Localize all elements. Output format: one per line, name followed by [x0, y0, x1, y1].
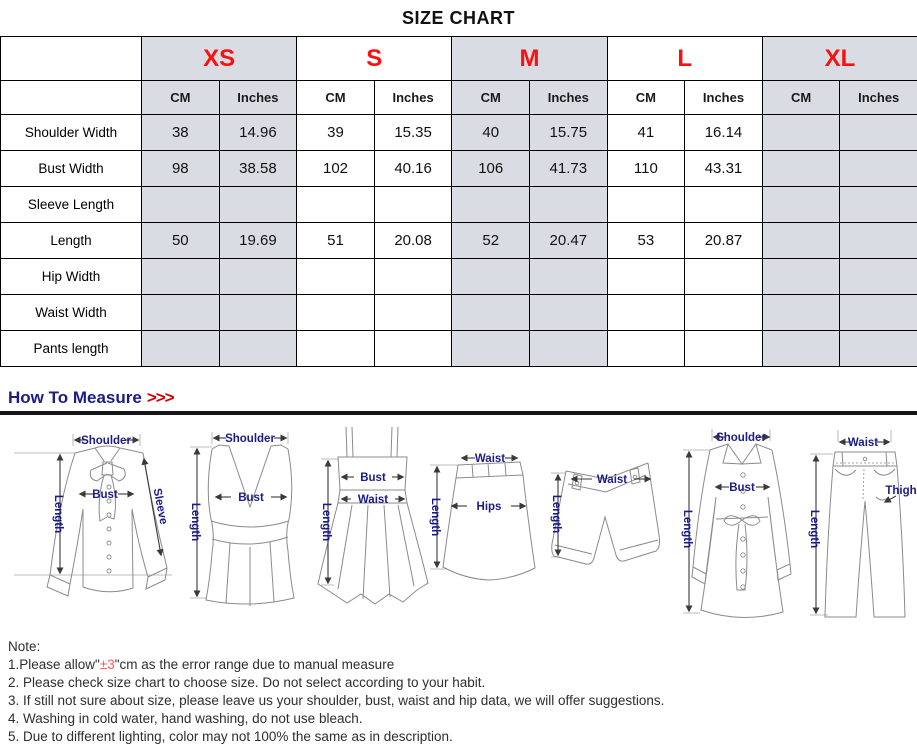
value-cell [452, 331, 530, 367]
value-cell [840, 331, 917, 367]
row-label: Pants length [1, 331, 142, 367]
shorts-diagram [550, 463, 660, 564]
value-cell: 50 [142, 223, 220, 259]
how-to-measure-heading [8, 388, 917, 408]
table-row [1, 295, 917, 331]
value-cell [219, 331, 297, 367]
value-cell [607, 259, 685, 295]
value-cell [762, 187, 840, 223]
value-cell: 38 [142, 115, 220, 151]
measure-label: Waist [847, 437, 879, 449]
value-cell [840, 295, 917, 331]
skirt-diagram [429, 453, 535, 580]
size-header-xs: XS [142, 37, 297, 81]
blouse-diagram [14, 434, 172, 596]
value-cell: 19.69 [219, 223, 297, 259]
measure-label: Bust [92, 489, 118, 501]
pants-diagram [808, 430, 917, 617]
how-to-measure-text: How To Measure [8, 388, 142, 407]
row-label: Waist Width [1, 295, 142, 331]
value-cell: 15.75 [530, 115, 608, 151]
value-cell [452, 187, 530, 223]
value-cell: 20.87 [685, 223, 763, 259]
value-cell [297, 331, 375, 367]
value-cell [685, 295, 763, 331]
value-cell: 39 [297, 115, 375, 151]
value-cell [142, 331, 220, 367]
value-cell: 15.35 [374, 115, 452, 151]
value-cell [762, 151, 840, 187]
value-cell [374, 259, 452, 295]
measure-label: Shoulder [716, 432, 766, 444]
note-line-2: 2. Please check size chart to choose size. Do not select according to your habit. [8, 675, 486, 690]
value-cell [297, 259, 375, 295]
size-chart-table [0, 36, 917, 367]
tank-top-diagram [189, 432, 294, 606]
measure-label: Length [52, 494, 64, 534]
value-cell [530, 295, 608, 331]
dress-diagram [318, 427, 428, 604]
table-row [1, 187, 917, 223]
value-cell [374, 331, 452, 367]
note-line-5: 5. Due to different lighting, color may not 100% the same as in description. [8, 729, 453, 744]
value-cell [762, 259, 840, 295]
measure-label: Sleeve [150, 487, 170, 526]
value-cell: 40 [452, 115, 530, 151]
measure-label: Bust [729, 482, 755, 494]
note-line-1 [8, 656, 917, 674]
value-cell [297, 295, 375, 331]
corner-cell [1, 81, 142, 115]
size-header-m: M [452, 37, 607, 81]
notes-section [8, 638, 917, 746]
note-1-suffix: "cm as the error range due to manual measure [114, 657, 395, 672]
note-1-prefix: 1.Please allow" [8, 657, 100, 672]
value-cell: 40.16 [374, 151, 452, 187]
value-cell: 102 [297, 151, 375, 187]
value-cell: 38.58 [219, 151, 297, 187]
value-cell [840, 223, 917, 259]
measure-label: Hips [476, 501, 502, 513]
value-cell [762, 115, 840, 151]
measure-label: Length [189, 502, 201, 542]
measure-diagrams [0, 417, 917, 632]
value-cell [762, 223, 840, 259]
value-cell: 43.31 [685, 151, 763, 187]
size-header-s: S [297, 37, 452, 81]
row-label: Hip Width [1, 259, 142, 295]
unit-header: CM [297, 81, 375, 115]
unit-header-row [1, 81, 917, 115]
value-cell [840, 259, 917, 295]
row-label: Bust Width [1, 151, 142, 187]
value-cell [452, 259, 530, 295]
measure-label: Waist [474, 453, 506, 465]
value-cell [142, 259, 220, 295]
value-cell: 41.73 [530, 151, 608, 187]
table-row [1, 151, 917, 187]
size-header-l: L [607, 37, 762, 81]
measure-label: Waist [357, 494, 389, 506]
note-line-3: 3. If still not sure about size, please leave us your shoulder, bust, waist and hip data, we will offer suggestions. [8, 693, 665, 708]
value-cell [840, 151, 917, 187]
measure-label: Bust [238, 492, 264, 504]
value-cell: 51 [297, 223, 375, 259]
value-cell [840, 115, 917, 151]
value-cell [607, 295, 685, 331]
row-label: Sleeve Length [1, 187, 142, 223]
size-header-row [1, 37, 917, 81]
value-cell [374, 187, 452, 223]
row-label: Shoulder Width [1, 115, 142, 151]
unit-header: CM [607, 81, 685, 115]
unit-header: Inches [219, 81, 297, 115]
value-cell [685, 187, 763, 223]
note-line-4: 4. Washing in cold water, hand washing, do not use bleach. [8, 711, 363, 726]
value-cell [219, 187, 297, 223]
value-cell: 52 [452, 223, 530, 259]
table-row [1, 223, 917, 259]
value-cell [452, 295, 530, 331]
value-cell [840, 187, 917, 223]
value-cell: 20.47 [530, 223, 608, 259]
note-1-tolerance: ±3 [99, 657, 115, 672]
notes-heading: Note: [8, 639, 41, 654]
value-cell [685, 331, 763, 367]
value-cell: 53 [607, 223, 685, 259]
value-cell: 110 [607, 151, 685, 187]
value-cell [219, 259, 297, 295]
measure-label: Shoulder [225, 433, 275, 445]
value-cell: 14.96 [219, 115, 297, 151]
table-row [1, 259, 917, 295]
value-cell [762, 331, 840, 367]
value-cell: 98 [142, 151, 220, 187]
value-cell: 41 [607, 115, 685, 151]
page-title: SIZE CHART [402, 8, 515, 28]
value-cell: 20.08 [374, 223, 452, 259]
value-cell [530, 331, 608, 367]
unit-header: CM [452, 81, 530, 115]
corner-cell [1, 37, 142, 81]
value-cell [219, 295, 297, 331]
value-cell [685, 259, 763, 295]
value-cell [297, 187, 375, 223]
unit-header: CM [142, 81, 220, 115]
unit-header: CM [762, 81, 840, 115]
unit-header: Inches [530, 81, 608, 115]
section-divider [0, 411, 917, 415]
value-cell [374, 295, 452, 331]
measure-label: Length [550, 494, 562, 534]
value-cell: 16.14 [685, 115, 763, 151]
chevrons-icon: >>> [146, 388, 174, 407]
table-row [1, 115, 917, 151]
measure-label: Length [808, 509, 820, 549]
measure-label: Length [320, 502, 332, 542]
value-cell [762, 295, 840, 331]
coat-diagram [681, 429, 791, 618]
value-cell [607, 187, 685, 223]
unit-header: Inches [374, 81, 452, 115]
measure-label: Bust [360, 472, 386, 484]
value-cell: 106 [452, 151, 530, 187]
measure-label: Length [429, 497, 441, 537]
value-cell [530, 259, 608, 295]
measure-label: Length [681, 509, 693, 549]
table-row [1, 331, 917, 367]
row-label: Length [1, 223, 142, 259]
value-cell [607, 331, 685, 367]
measure-label: Waist [596, 474, 628, 486]
value-cell [142, 295, 220, 331]
value-cell [530, 187, 608, 223]
unit-header: Inches [840, 81, 917, 115]
size-header-xl: XL [762, 37, 917, 81]
unit-header: Inches [685, 81, 763, 115]
measure-label: Shoulder [81, 435, 131, 447]
value-cell [142, 187, 220, 223]
measure-label: Thigh [885, 485, 917, 497]
